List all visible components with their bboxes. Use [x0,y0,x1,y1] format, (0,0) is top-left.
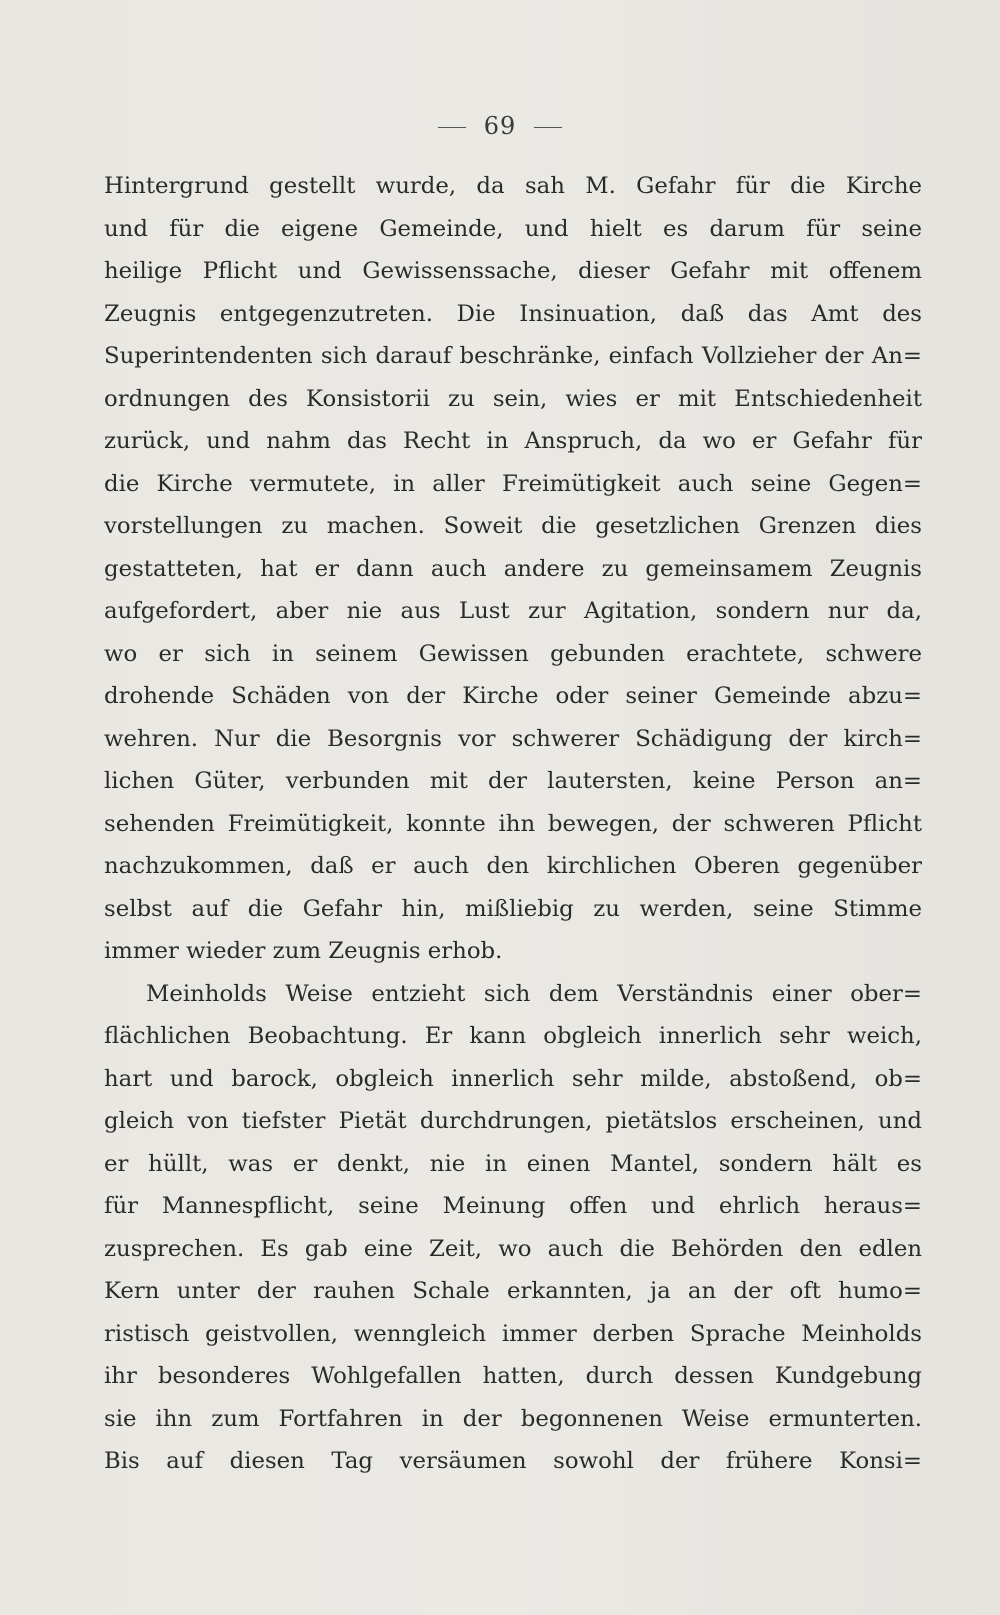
text-line: Hintergrund gestellt wurde, da sah M. Gefahr für die Kirche [104,173,922,199]
text-line: er hüllt, was er denkt, nie in einen Mantel, sondern hält es [104,1150,922,1177]
text-line: die Kirche vermutete, in aller Freimütigkeit auch seine Gegen= [104,470,922,497]
text-line: ihr besonderes Wohlgefallen hatten, durch dessen Kundgebung [104,1363,922,1389]
text-line: Superintendenten sich darauf beschränke, einfach Vollzieher der An= [104,343,922,369]
text-line: zusprechen. Es gab eine Zeit, wo auch die Behörden den edlen [104,1235,922,1262]
text-line: selbst auf die Gefahr hin, mißliebig zu werden, seine Stimme [104,895,922,922]
text-line: sie ihn zum Fortfahren in der begonnenen Weise ermunterten. [104,1405,922,1432]
text-line: und für die eigene Gemeinde, und hielt es darum für seine [104,215,922,242]
text-line: ristisch geistvollen, wenngleich immer derben Sprache Meinholds [104,1320,922,1347]
page-number-dash-right [534,127,562,128]
text-line: Bis auf diesen Tag versäumen sowohl der frühere Konsi= [104,1448,922,1474]
body-text [104,165,922,1483]
text-line: für Mannespflicht, seine Meinung offen und ehrlich heraus= [104,1193,922,1219]
text-line: Kern unter der rauhen Schale erkannten, ja an der oft humo= [104,1278,922,1304]
text-line-paragraph-start: Meinholds Weise entzieht sich dem Verständnis einer ober= [146,980,922,1007]
text-line: nachzukommen, daß er auch den kirchlichen Oberen gegenüber [104,853,922,879]
text-line: Zeugnis entgegenzutreten. Die Insinuation, daß das Amt des [104,300,922,327]
text-line: flächlichen Beobachtung. Er kann obgleich innerlich sehr weich, [104,1023,922,1049]
text-line: aufgefordert, aber nie aus Lust zur Agitation, sondern nur da, [104,598,922,624]
page-number-dash-left [438,127,466,128]
text-line-paragraph-end: immer wieder zum Zeugnis erhob. [104,938,503,964]
page-number-value: 69 [483,112,517,140]
text-line: gleich von tiefster Pietät durchdrungen, pietätslos erscheinen, und [104,1108,922,1134]
text-line: zurück, und nahm das Recht in Anspruch, da wo er Gefahr für [104,428,922,454]
text-line: drohende Schäden von der Kirche oder seiner Gemeinde abzu= [104,683,922,709]
page-number [0,112,1000,140]
text-line: heilige Pflicht und Gewissenssache, dieser Gefahr mit offenem [104,258,922,284]
text-line: lichen Güter, verbunden mit der lautersten, keine Person an= [104,768,922,794]
text-line: gestatteten, hat er dann auch andere zu gemeinsamem Zeugnis [104,555,922,582]
text-line: ordnungen des Konsistorii zu sein, wies er mit Entschiedenheit [104,385,922,412]
text-line: wehren. Nur die Besorgnis vor schwerer Schädigung der kirch= [104,725,922,752]
text-line: wo er sich in seinem Gewissen gebunden erachtete, schwere [104,640,922,667]
text-line: hart und barock, obgleich innerlich sehr milde, abstoßend, ob= [104,1065,922,1092]
text-line: vorstellungen zu machen. Soweit die gesetzlichen Grenzen dies [104,513,922,539]
text-line: sehenden Freimütigkeit, konnte ihn bewegen, der schweren Pflicht [104,810,922,837]
